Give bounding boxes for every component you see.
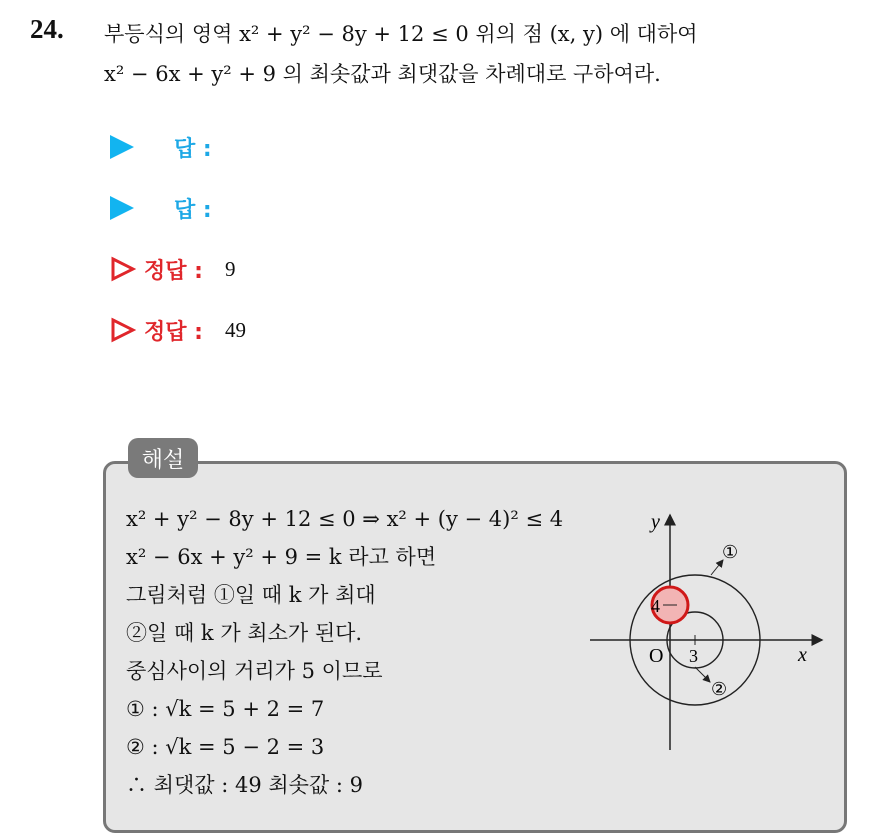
solution-line-1: x² + y² − 8y + 12 ≤ 0 ⇒ x² + (y − 4)² ≤ 4: [126, 507, 564, 531]
y-axis-label: y: [651, 511, 660, 533]
solution-line-5: 중심사이의 거리가 5 이므로: [126, 659, 383, 683]
play-triangle-icon: [110, 196, 134, 220]
solution-line-3: 그림처럼 ①일 때 k 가 최대: [126, 583, 376, 607]
question-text-line-1: 부등식의 영역 x² + y² − 8y + 12 ≤ 0 위의 점 (x, y) 에 대하여: [104, 22, 698, 46]
answer-label: 답 :: [174, 197, 212, 223]
answer-label: 답 :: [174, 136, 212, 162]
outline-triangle-icon: [110, 317, 136, 343]
play-triangle-icon: [110, 135, 134, 159]
correct-answer-row-2: [110, 313, 246, 347]
answer-row-2[interactable]: [110, 191, 212, 225]
callout-2-label: ②: [711, 679, 728, 700]
tick-y-label: 4: [651, 596, 660, 616]
tick-x-label: 3: [689, 646, 698, 666]
solution-line-4: ②일 때 k 가 최소가 된다.: [126, 621, 363, 645]
x-axis-label: x: [798, 644, 807, 666]
callout-1-label: ①: [722, 542, 739, 563]
correct-answer-label: 정답 :: [144, 319, 203, 345]
solution-line-2: x² − 6x + y² + 9 = k 라고 하면: [126, 545, 437, 569]
solution-line-8: ∴ 최댓값 : 49 최솟값 : 9: [126, 773, 364, 797]
question-number: 24.: [30, 14, 64, 44]
solution-line-7: ② : √k = 5 − 2 = 3: [126, 735, 325, 759]
correct-answer-value: 49: [224, 317, 246, 342]
question-text-line-2: x² − 6x + y² + 9 의 최솟값과 최댓값을 차례대로 구하여라.: [104, 62, 661, 86]
solution-tab: 해설: [128, 438, 198, 478]
correct-answer-value: 9: [224, 256, 236, 281]
outline-triangle-icon: [110, 256, 136, 282]
solution-line-6: ① : √k = 5 + 2 = 7: [126, 697, 325, 721]
callout-2-arrow: [695, 667, 710, 682]
correct-answer-row-1: [110, 252, 235, 286]
origin-label: O: [649, 645, 664, 667]
answer-row-1[interactable]: [110, 130, 212, 164]
solution-text: [126, 500, 563, 804]
solution-graph: [585, 505, 830, 755]
correct-answer-label: 정답 :: [144, 258, 203, 284]
